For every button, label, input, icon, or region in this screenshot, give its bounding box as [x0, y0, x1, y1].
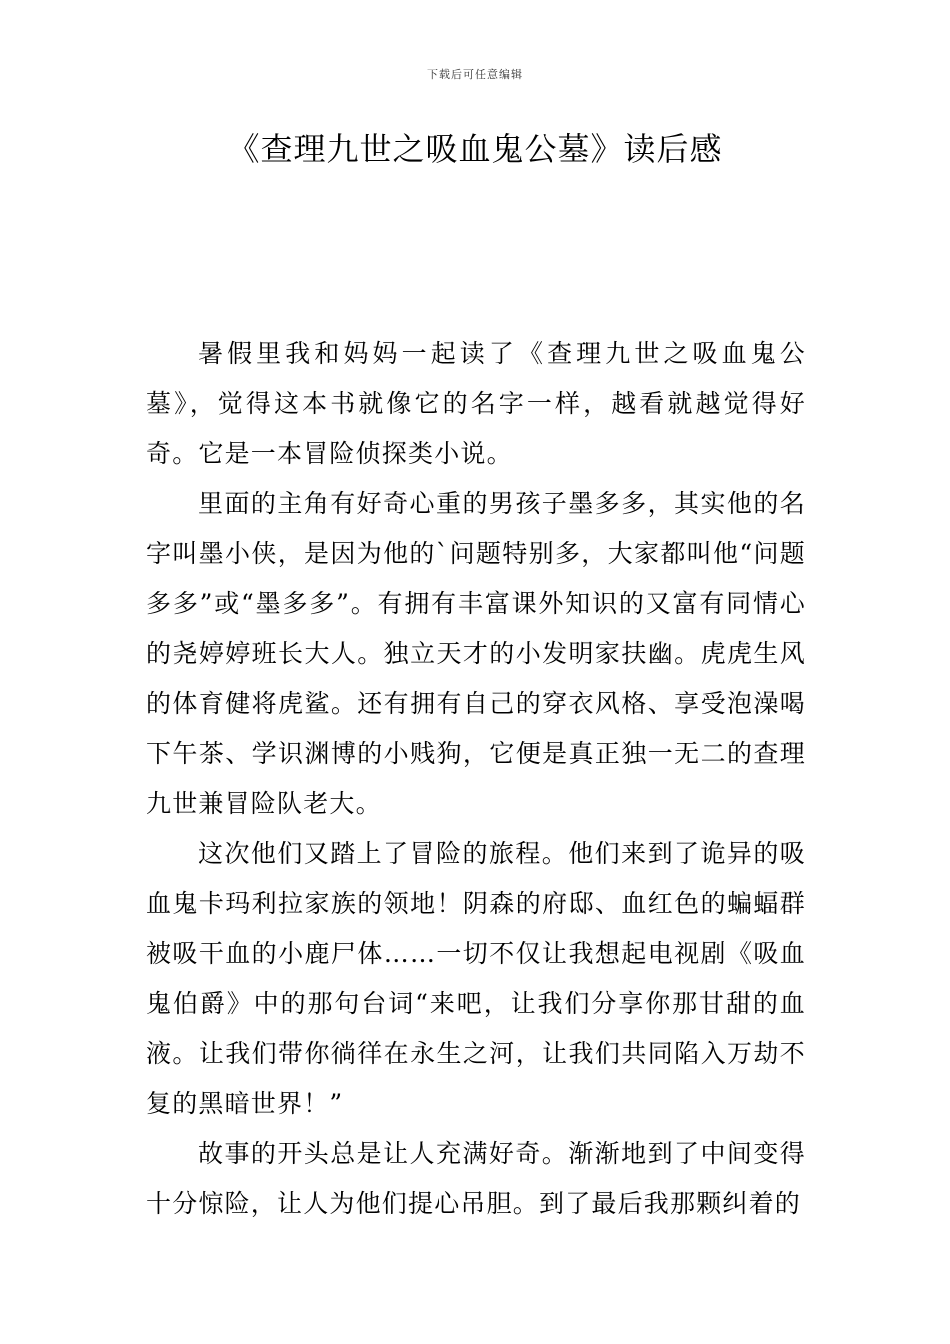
document-body [146, 329, 806, 1229]
paragraph-1: 暑假里我和妈妈一起读了《查理九世之吸血鬼公墓》，觉得这本书就像它的名字一样，越看就越觉得好奇。它是一本冒险侦探类小说。 [146, 339, 806, 468]
document-title: 《查理九世之吸血鬼公墓》读后感 [227, 130, 723, 168]
header-note: 下载后可任意编辑 [427, 68, 523, 81]
paragraph-2: 里面的主角有好奇心重的男孩子墨多多，其实他的名字叫墨小侠，是因为他的`问题特别多，大家都叫他“问题多多”或“墨多多”。有拥有丰富课外知识的又富有同情心的尧婷婷班长大人。独立天才的小发明家扶幽。虎虎生风的体育健将虎鲨。还有拥有自己的穿衣风格、享受泡澡喝下午茶、学识渊博的小贱狗，它便是真正独一无二的查理九世兼冒险队老大。 [146, 489, 806, 818]
paragraph-4: 故事的开头总是让人充满好奇。渐渐地到了中间变得十分惊险，让人为他们提心吊胆。到了最后我那颗纠着的 [146, 1139, 806, 1218]
paragraph-3: 这次他们又踏上了冒险的旅程。他们来到了诡异的吸血鬼卡玛利拉家族的领地！阴森的府邸、血红色的蝙蝠群被吸干血的小鹿尸体……一切不仅让我想起电视剧《吸血鬼伯爵》中的那句台词“来吧，让我们分享你那甘甜的血液。让我们带你徜徉在永生之河，让我们共同陷入万劫不复的黑暗世界！” [146, 839, 806, 1118]
